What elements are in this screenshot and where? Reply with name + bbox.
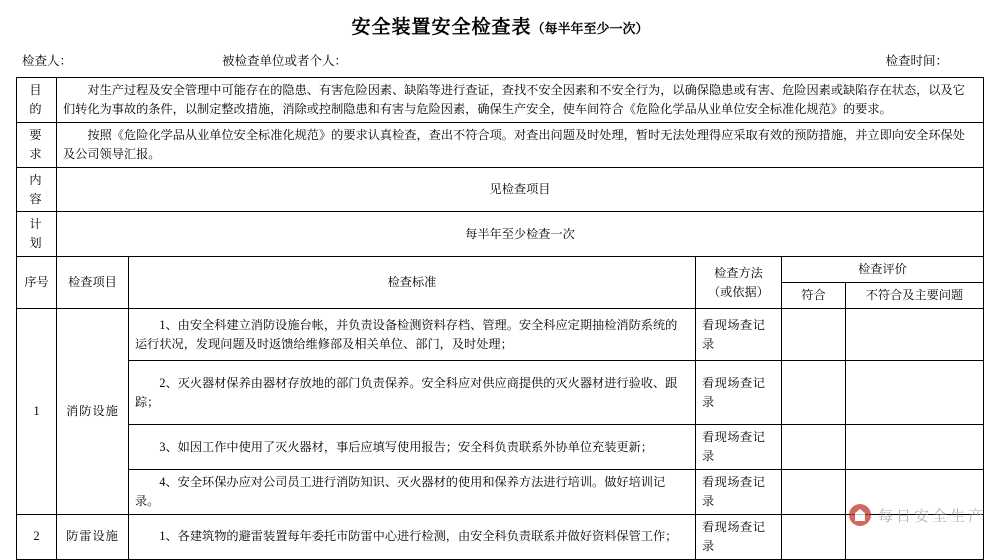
row-label-requirement: 要求 [17,122,57,167]
header-seq: 序号 [17,257,57,309]
header-ng: 不符合及主要问题 [845,283,983,309]
unit-label: 被检查单位或者个人： [222,54,348,68]
inspection-table [16,77,984,560]
table-row-plan [17,212,984,257]
row-method: 看现场查记录 [695,425,781,470]
row-ok[interactable] [781,514,845,559]
row-item: 消防设施 [57,309,129,515]
row-ok[interactable] [781,469,845,514]
row-ng[interactable] [845,361,983,425]
header-standard: 检查标准 [129,257,696,309]
row-item: 防雷设施 [57,514,129,559]
header-method-line2: （或依据） [707,284,769,299]
row-ok[interactable] [781,361,845,425]
row-seq: 2 [17,514,57,559]
row-label-content: 内容 [17,167,57,212]
table-row [17,309,984,361]
table-header-row-1 [17,257,984,283]
row-method: 看现场查记录 [695,361,781,425]
row-ng[interactable] [845,469,983,514]
header-method-line1: 检查方法 [714,265,763,280]
row-text-purpose: 对生产过程及安全管理中可能存在的隐患、有害危险因素、缺陷等进行查证，查找不安全因素和不安全行为，以确保隐患或有害、危险因素或缺陷存在状态，以及它们转化为事故的条件，以制定整改措施，消除或控制隐患和有害与危险因素，确保生产安全，使车间符合《危险化学品从业单位安全标准化规范》的要求。 [57,78,984,123]
row-text-requirement: 按照《危险化学品从业单位安全标准化规范》的要求认真检查，查出不符合项。对查出问题及时处理，暂时无法处理得应采取有效的预防措施，并立即向安全环保处及公司领导汇报。 [57,122,984,167]
row-method: 看现场查记录 [695,514,781,559]
table-row [17,514,984,559]
row-ng[interactable] [845,425,983,470]
row-ng[interactable] [845,309,983,361]
row-standard: 2、灭火器材保养由器材存放地的部门负责保养。安全科应对供应商提供的灭火器材进行验收、跟踪； [129,361,696,425]
page-title [16,12,984,39]
table-row-content [17,167,984,212]
row-label-plan: 计划 [17,212,57,257]
row-standard: 1、各建筑物的避雷装置每年委托市防雷中心进行检测，由安全科负责联系并做好资料保管工作； [129,514,696,559]
header-evaluation: 检查评价 [781,257,983,283]
header-method [695,257,781,309]
time-label: 检查时间： [885,54,948,68]
table-row [17,425,984,470]
row-ok[interactable] [781,309,845,361]
row-ng[interactable] [845,514,983,559]
row-ok[interactable] [781,425,845,470]
row-standard: 3、如因工作中使用了灭火器材，事后应填写使用报告；安全科负责联系外协单位充装更新； [129,425,696,470]
row-text-content: 见检查项目 [57,167,984,212]
inspector-label: 检查人： [22,54,73,68]
header-ok: 符合 [781,283,845,309]
row-seq: 1 [17,309,57,515]
header-item: 检查项目 [57,257,129,309]
meta-row [16,51,984,69]
row-method: 看现场查记录 [695,309,781,361]
row-label-purpose: 目的 [17,78,57,123]
row-standard: 4、安全环保办应对公司员工进行消防知识、灭火器材的使用和保养方法进行培训。做好培训记录。 [129,469,696,514]
page-title-suffix: （每半年至少一次） [531,21,649,36]
table-row-purpose [17,78,984,123]
row-standard: 1、由安全科建立消防设施台帐，并负责设备检测资料存档、管理。安全科应定期抽检消防系统的运行状况，发现问题及时返馈给维修部及相关单位、部门，及时处理； [129,309,696,361]
table-row [17,361,984,425]
row-text-plan: 每半年至少检查一次 [57,212,984,257]
watermark-text: 每日安全生产 [877,507,986,525]
table-row-requirement [17,122,984,167]
row-method: 看现场查记录 [695,469,781,514]
page-title-main: 安全装置安全检查表 [351,17,532,38]
table-row [17,469,984,514]
